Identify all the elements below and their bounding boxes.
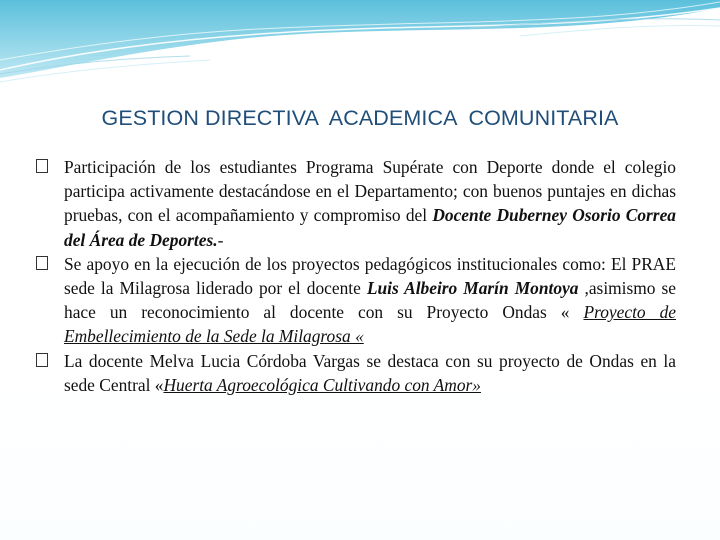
wave-header-decoration bbox=[0, 0, 720, 95]
bullet-text: - bbox=[217, 229, 224, 250]
list-item bbox=[36, 349, 676, 397]
bullet-box-icon bbox=[36, 256, 48, 270]
bullet-text: ,asimismo se hace un reconocimiento al docente con su Proyecto Ondas « bbox=[64, 278, 676, 323]
bullet-text: Se apoyo en la ejecución de los proyectos pedagógicos institucionales como: El PRAE sede la Milagrosa liderado por el docente bbox=[64, 253, 676, 299]
list-item bbox=[36, 155, 676, 252]
bullet-emphasis: Docente Duberney Osorio Correa del Área de Deportes. bbox=[64, 205, 676, 250]
list-item bbox=[36, 252, 676, 349]
project-name-link-text: Proyecto de Embellecimiento de la Sede la Milagrosa « bbox=[64, 302, 676, 347]
project-name-link-text: Huerta Agroecológica Cultivando con Amor» bbox=[163, 374, 481, 395]
bullet-box-icon bbox=[36, 159, 48, 173]
slide-title: GESTION DIRECTIVA ACADEMICA COMUNITARIA bbox=[101, 106, 619, 130]
slide-content bbox=[36, 155, 676, 397]
bullet-emphasis: Luis Albeiro Marín Montoya bbox=[366, 278, 579, 299]
bullet-text: Participación de los estudiantes Programa Supérate con Deporte donde el colegio participa activamente destacándose en el Departamento; con buenos puntajes en dichas pruebas, con el acompañamiento y compromiso del bbox=[64, 157, 676, 226]
bullet-box-icon bbox=[36, 353, 48, 367]
bullet-text: La docente Melva Lucia Córdoba Vargas se destaca con su proyecto de Ondas en la sede Central « bbox=[64, 350, 676, 395]
